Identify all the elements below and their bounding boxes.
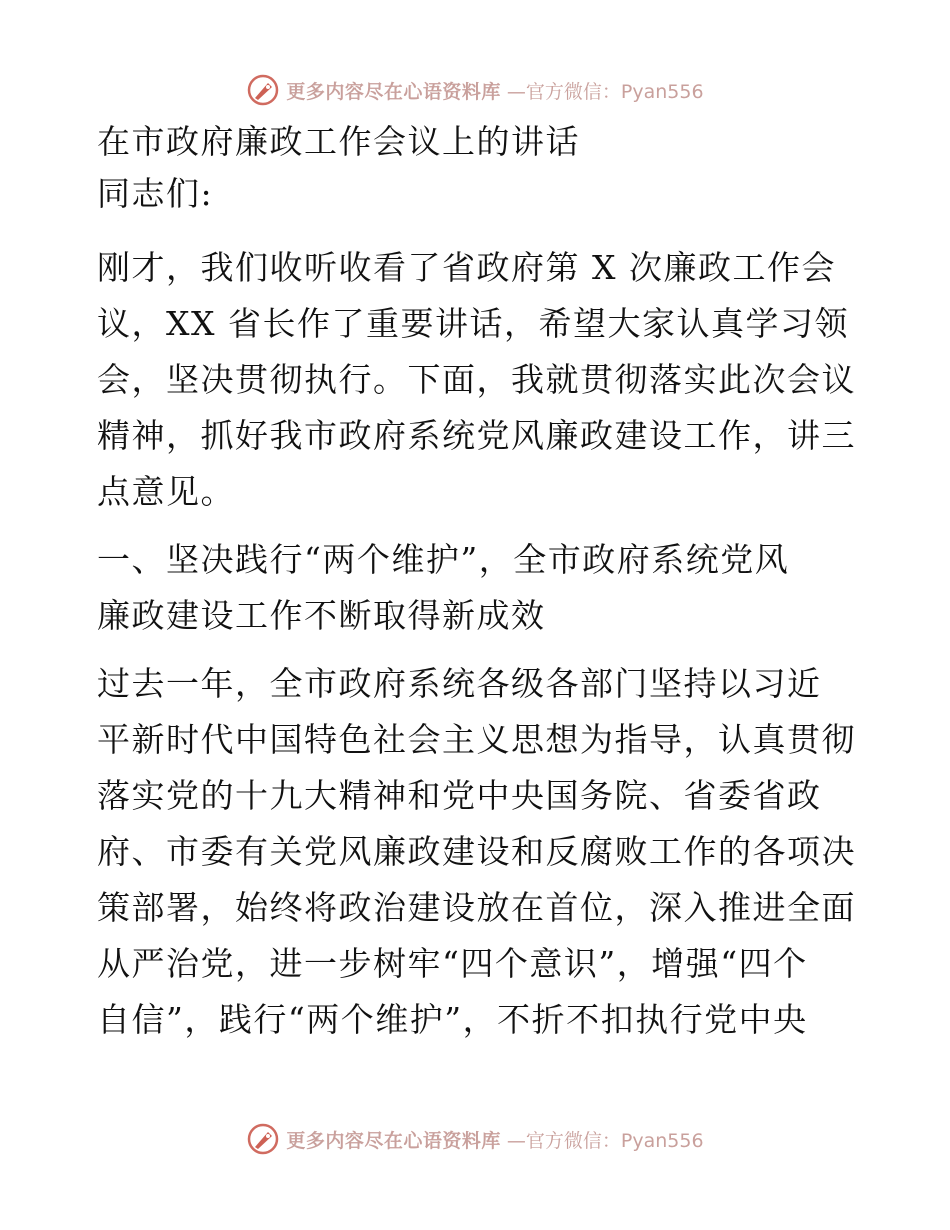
heading-line: 一、坚决践行“两个维护”，全市政府系统党风 (97, 540, 790, 579)
watermark-contact-text: —官方微信：Pyan556 (506, 1129, 704, 1152)
paragraph-line: 议，XX 省长作了重要讲话，希望大家认真学习领 (97, 304, 849, 343)
paragraph-line: 会，坚决贯彻执行。下面，我就贯彻落实此次会议 (97, 360, 856, 399)
paragraph-line: 策部署，始终将政治建设放在首位，深入推进全面 (97, 888, 856, 927)
paragraph-line: 落实党的十九大精神和党中央国务院、省委省政 (97, 776, 822, 815)
paragraph-line: 过去一年，全市政府系统各级各部门坚持以习近 (97, 664, 822, 703)
paragraph-opening (97, 248, 857, 512)
paragraph-line: 点意见。 (97, 472, 235, 511)
paragraph-line: 平新时代中国特色社会主义思想为指导，认真贯彻 (97, 720, 856, 759)
paragraph-line: 府、市委有关党风廉政建设和反腐败工作的各项决 (97, 832, 856, 871)
paragraph-review (97, 664, 857, 1040)
pen-nib-logo-icon (246, 1122, 280, 1156)
heading-line: 廉政建设工作不断取得新成效 (97, 596, 546, 635)
paragraph-line: 自信”，践行“两个维护”，不折不扣执行党中央 (97, 1000, 808, 1039)
paragraph-line: 从严治党，进一步树牢“四个意识”，增强“四个 (97, 944, 808, 983)
salutation: 同志们: (97, 174, 214, 213)
watermark-brand-text: 更多内容尽在心语资料库 (286, 80, 501, 103)
document-body (97, 122, 857, 1040)
pen-nib-logo-icon (246, 73, 280, 107)
watermark-banner-bottom (0, 1119, 950, 1159)
paragraph-line: 精神，抓好我市政府系统党风廉政建设工作，讲三 (97, 416, 856, 455)
paragraph-line: 刚才，我们收听收看了省政府第 X 次廉政工作会 (97, 248, 836, 287)
document-title: 在市政府廉政工作会议上的讲话 (97, 122, 580, 161)
watermark-contact-text: —官方微信：Pyan556 (506, 80, 704, 103)
watermark-banner-top (0, 70, 950, 110)
section-heading-1 (97, 540, 857, 636)
watermark-brand-text: 更多内容尽在心语资料库 (286, 1129, 501, 1152)
